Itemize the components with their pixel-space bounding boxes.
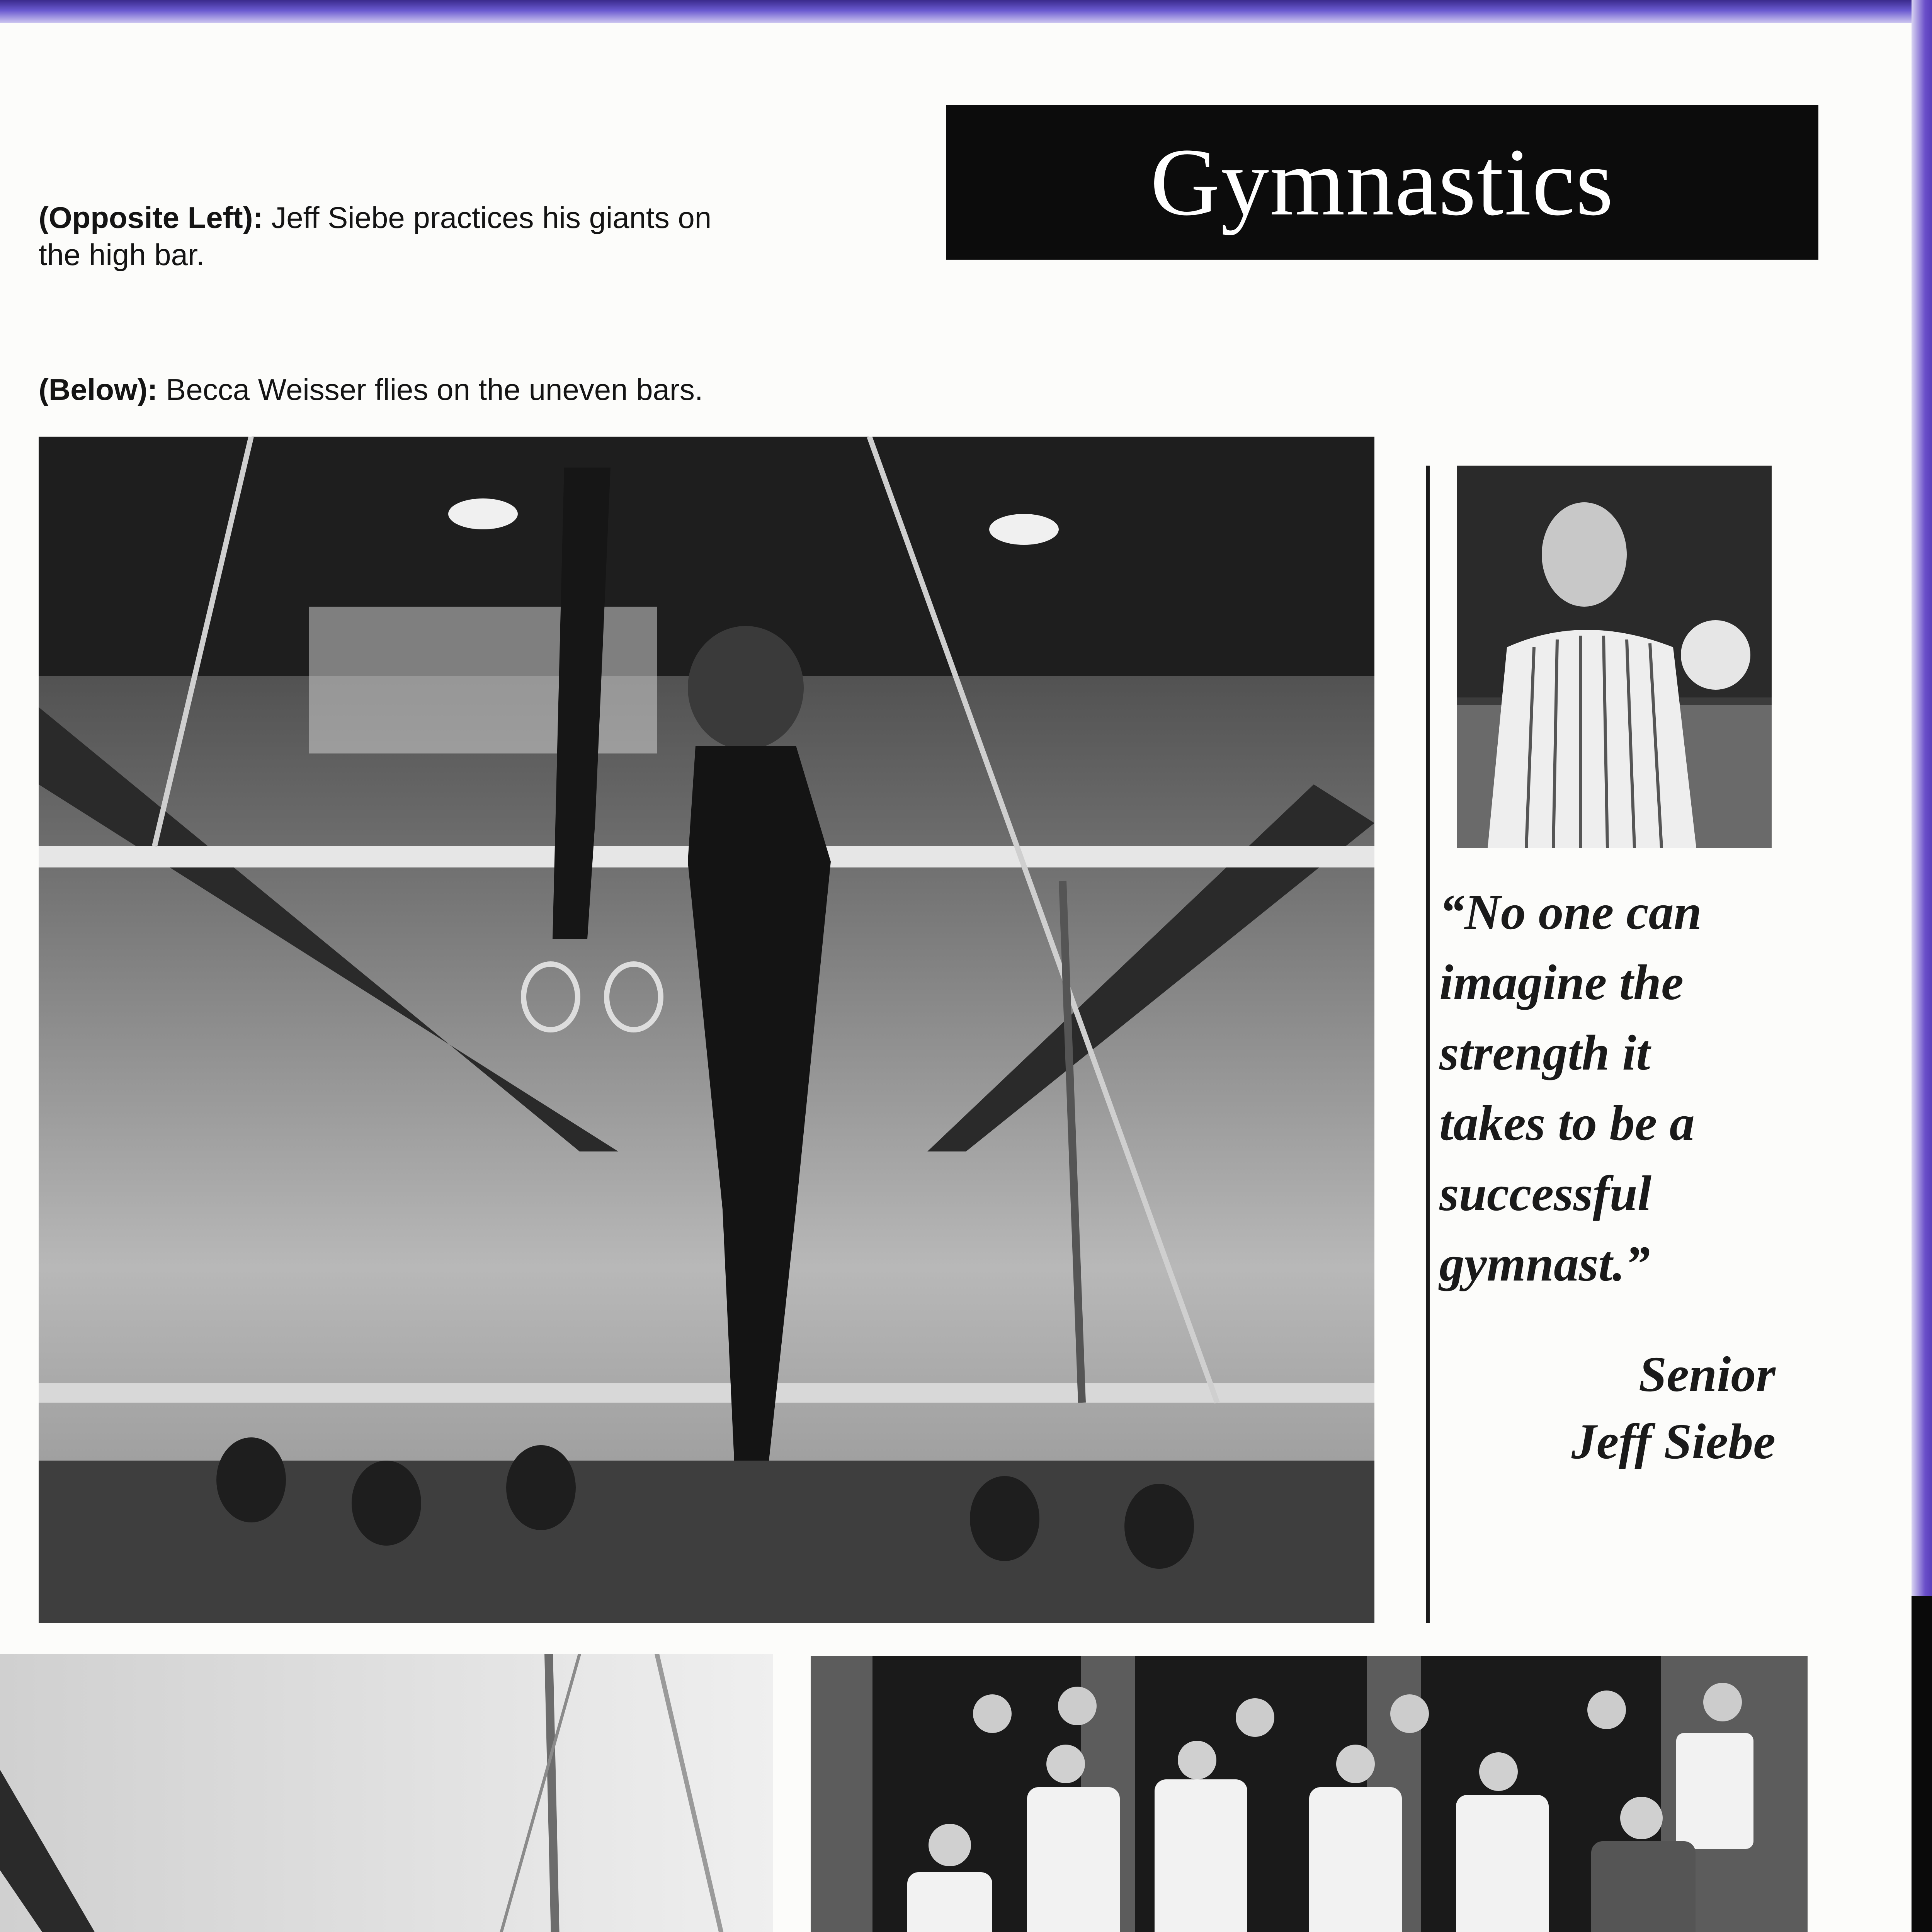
photo-uneven-bars xyxy=(39,437,1374,1623)
caption-opposite-left xyxy=(39,199,734,273)
quote-line: gymnast.” xyxy=(1439,1236,1650,1292)
quote-line: takes to be a xyxy=(1439,1095,1695,1151)
section-title: Gymnastics xyxy=(1150,129,1614,236)
caption-below xyxy=(39,371,773,408)
photo-team xyxy=(811,1656,1808,1932)
photo-high-bar xyxy=(0,1654,773,1932)
quote-attribution xyxy=(1439,1341,1776,1475)
binder-edge-top xyxy=(0,0,1932,23)
quote-rule xyxy=(1426,466,1430,1623)
pull-quote xyxy=(1439,877,1803,1299)
caption-opposite-left-text: Jeff Siebe practices his giants on the high bar. xyxy=(39,201,712,272)
caption-below-label: (Below): xyxy=(39,372,158,406)
caption-below-text: Becca Weisser flies on the uneven bars. xyxy=(157,372,703,406)
quote-line: strength it xyxy=(1439,1025,1650,1081)
binder-tab-black xyxy=(1912,1596,1932,1932)
photo-portrait-jeff-siebe xyxy=(1457,466,1772,848)
quote-line: successful xyxy=(1439,1166,1651,1221)
section-title-box xyxy=(946,105,1818,260)
caption-opposite-left-label: (Opposite Left): xyxy=(39,201,263,235)
quote-line: “No one can xyxy=(1439,884,1702,940)
quote-line: imagine the xyxy=(1439,955,1684,1010)
attribution-line: Senior xyxy=(1638,1347,1776,1402)
attribution-line: Jeff Siebe xyxy=(1571,1414,1776,1469)
